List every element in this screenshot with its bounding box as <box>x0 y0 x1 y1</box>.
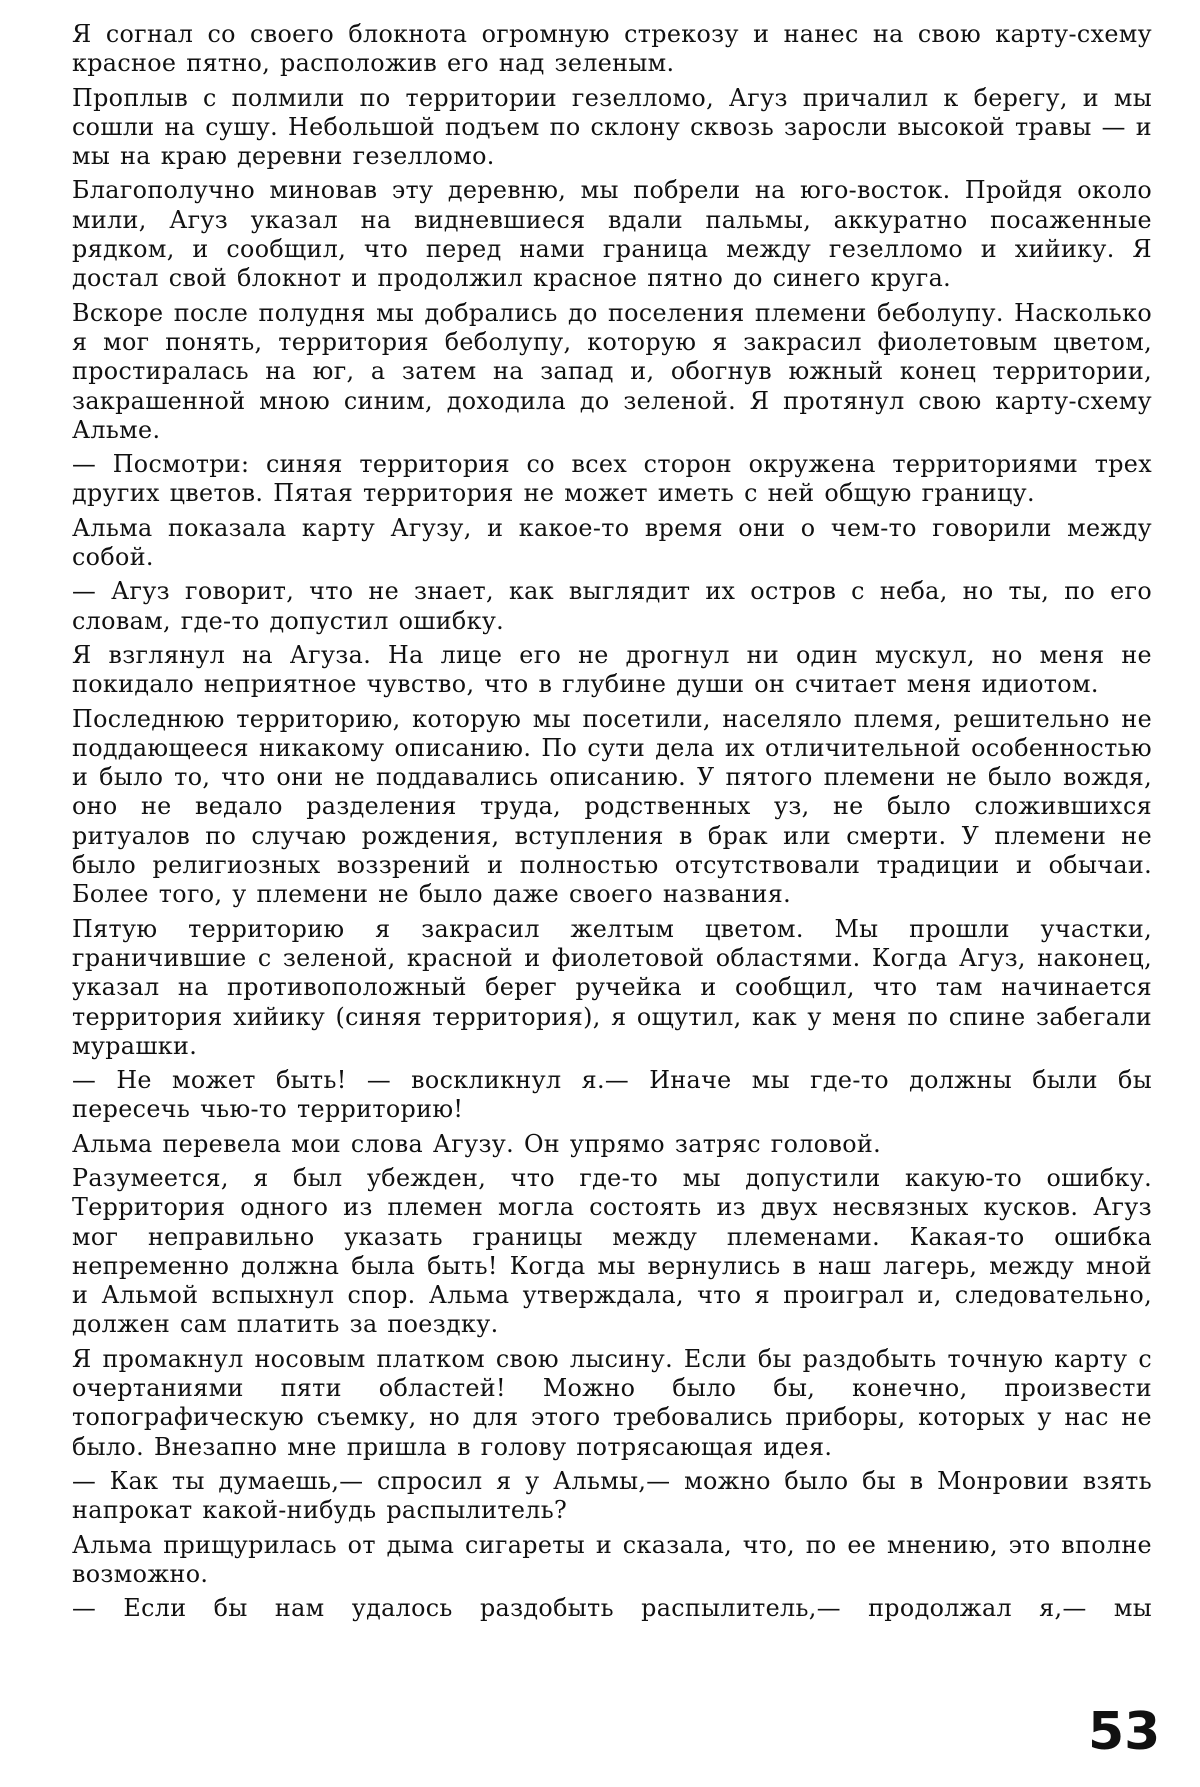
page-body <box>72 20 1152 1628</box>
paragraph: Разумеется, я был убежден, что где-то мы допустили какую-то ошибку. Территория одного из племен могла состоять из двух несвязных кусков. Агуз мог неправильно указать границы между племенами. Какая-то ошибка непременно должна была быть! Когда мы вернулись в наш лагерь, между мной и Альмой вспыхнул спор. Альма утверждала, что я проиграл и, следовательно, должен сам платить за поездку. <box>72 1163 1152 1339</box>
paragraph: Благополучно миновав эту деревню, мы побрели на юго-восток. Пройдя около мили, Агуз указал на видневшиеся вдали пальмы, аккуратно посаженные рядком, и сообщил, что перед нами граница между гезелломо и хийику. Я достал свой блокнот и продолжил красное пятно до синего круга. <box>72 176 1152 293</box>
paragraph: — Агуз говорит, что не знает, как выглядит их остров с неба, но ты, по его словам, где-то допустил ошибку. <box>72 577 1152 635</box>
paragraph: Пятую территорию я закрасил желтым цветом. Мы прошли участки, граничившие с зеленой, красной и фиолетовой областями. Когда Агуз, наконец, указал на противоположный берег ручейка и сообщил, что там начинается территория хийику (синяя территория), я ощутил, как у меня по спине забегали мурашки. <box>72 914 1152 1060</box>
paragraph: Я взглянул на Агуза. На лице его не дрогнул ни один мускул, но меня не покидало неприятное чувство, что в глубине души он считает меня идиотом. <box>72 640 1152 699</box>
page-number: 53 <box>1088 1702 1161 1762</box>
paragraph: Я промакнул носовым платком свою лысину. Если бы раздобыть точную карту с очертаниями пяти областей! Можно было бы, конечно, произвести топографическую съемку, но для этого требовались приборы, которых у нас не было. Внезапно мне пришла в голову потрясающая идея. <box>72 1344 1152 1461</box>
paragraph: Проплыв с полмили по территории гезелломо, Агуз причалил к берегу, и мы сошли на сушу. Небольшой подъем по склону сквозь заросли высокой травы — и мы на краю деревни гезелломо. <box>72 83 1152 171</box>
paragraph: Альма перевела мои слова Агузу. Он упрямо затряс головой. <box>72 1129 881 1158</box>
paragraph: — Как ты думаешь,— спросил я у Альмы,— можно было бы в Монровии взять напрокат какой-нибудь распылитель? <box>72 1466 1152 1525</box>
paragraph: Альма показала карту Агузу, и какое-то время они о чем-то говорили между собой. <box>72 513 1152 572</box>
paragraph: Альма прищурилась от дыма сигареты и сказала, что, по ее мнению, это вполне возможно. <box>72 1530 1152 1588</box>
paragraph: — Если бы нам удалось раздобыть распылитель,— продолжал я,— мы <box>72 1594 1152 1623</box>
paragraph: Последнюю территорию, которую мы посетили, населяло племя, решительно не поддающееся никакому описанию. По сути дела их отличительной особенностью и было то, что они не поддавались описанию. У пятого племени не было вождя, оно не ведало разделения труда, родственных уз, не было сложившихся ритуалов по случаю рождения, вступления в брак или смерти. У племени не было религиозных воззрений и полностью отсутствовали традиции и обычаи. Более того, у племени не было даже своего названия. <box>72 704 1152 909</box>
paragraph: Вскоре после полудня мы добрались до поселения племени беболупу. Насколько я мог понять, территория беболупу, которую я закрасил фиолетовым цветом, простиралась на юг, а затем на запад и, обогнув южный конец территории, закрашенной мною синим, доходила до зеленой. Я протянул свою карту-схему Альме. <box>72 298 1152 444</box>
paragraph: — Не может быть! — воскликнул я.— Иначе мы где-то должны были бы пересечь чью-то территорию! <box>72 1066 1152 1124</box>
paragraph: Я согнал со своего блокнота огромную стрекозу и нанес на свою карту-схему красное пятно, расположив его над зеленым. <box>72 20 1152 78</box>
paragraph: — Посмотри: синяя территория со всех сторон окружена территориями трех других цветов. Пятая территория не может иметь с ней общую границу. <box>72 450 1152 508</box>
